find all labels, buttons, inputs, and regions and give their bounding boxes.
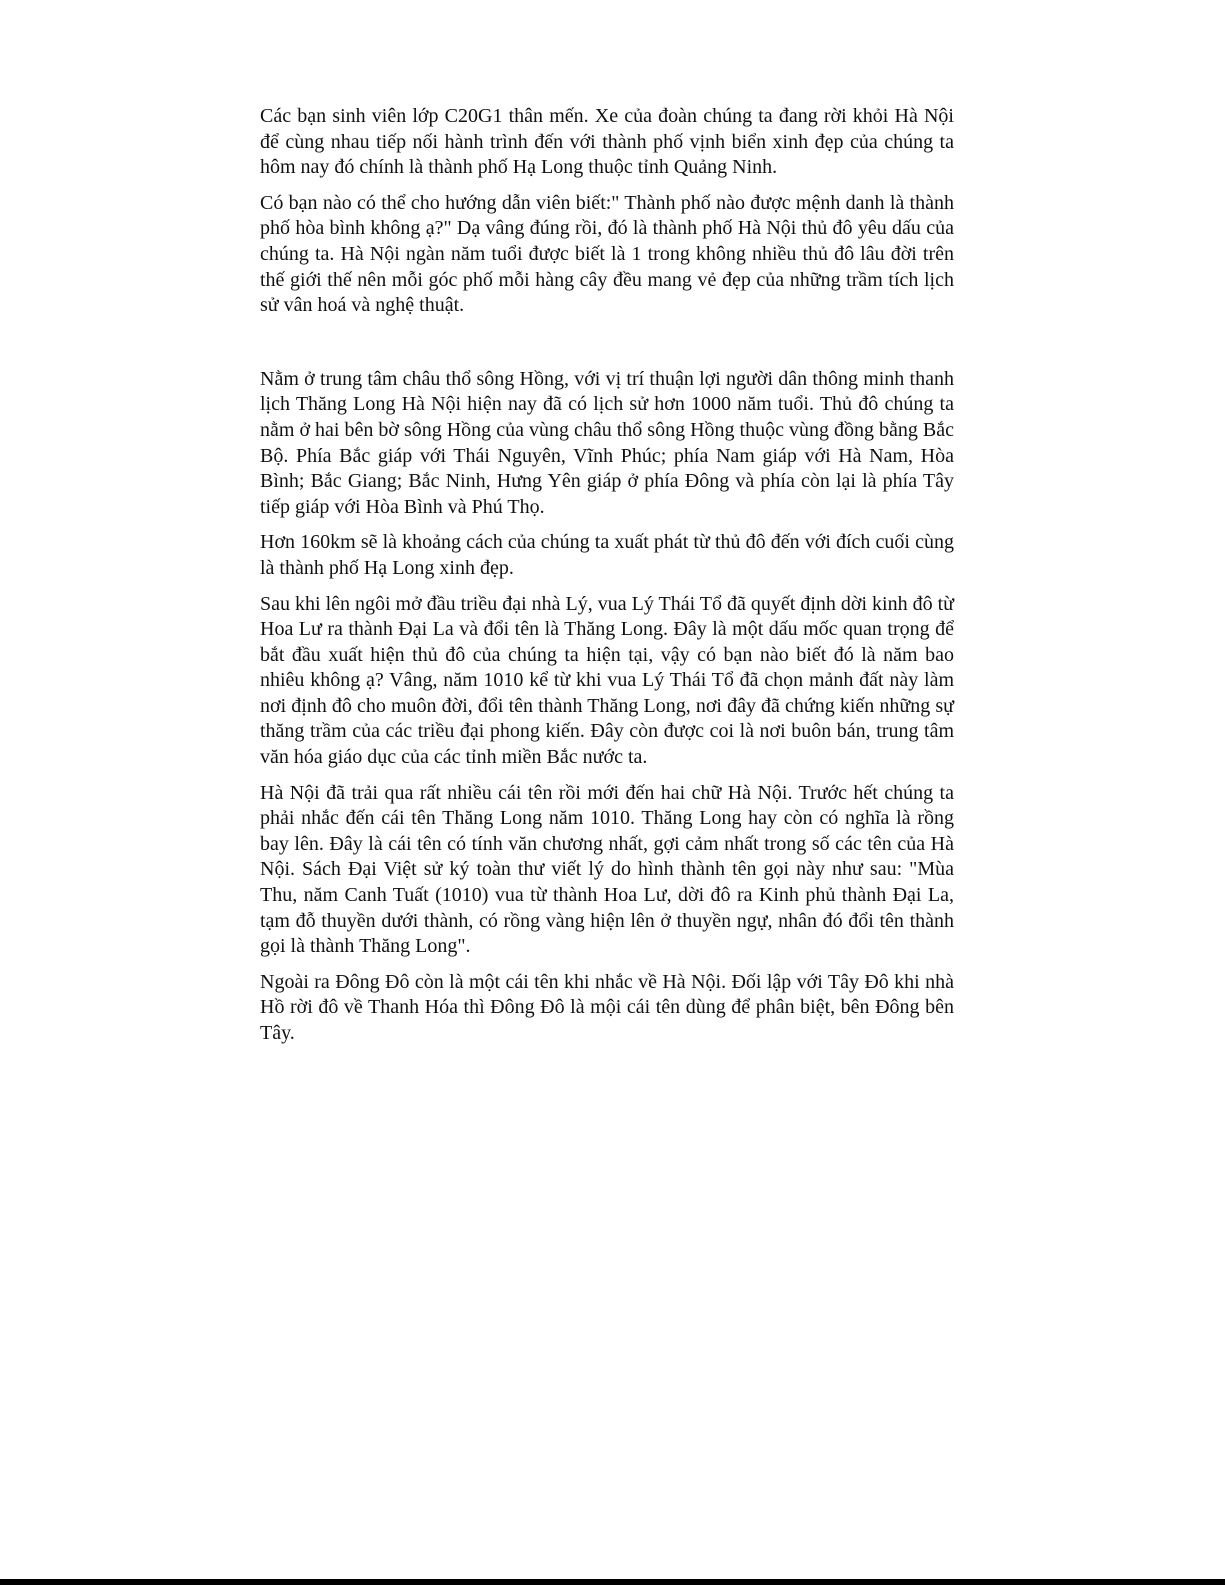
paragraph-ly-dynasty: Sau khi lên ngôi mở đầu triều đại nhà Lý, vua Lý Thái Tổ đã quyết định dời kinh đô từ Hoa Lư ra thành Đại La và đổi tên là Thăng Long. Đây là một dấu mốc quan trọng để bắt đầu xuất hiện thủ đô của chúng ta hiện tại, vậy có bạn nào biết đó là năm bao nhiêu không ạ? Vâng, năm 1010 kể từ khi vua Lý Thái Tổ đã chọn mảnh đất này làm nơi định đô cho muôn đời, đổi tên thành Thăng Long, nơi đây đã chứng kiến những sự thăng trầm của các triều đại phong kiến. Đây còn được coi là nơi buôn bán, trung tâm văn hóa giáo dục của các tỉnh miền Bắc nước ta.: [260, 592, 954, 769]
paragraph-peace-city: Có bạn nào có thể cho hướng dẫn viên biết:" Thành phố nào được mệnh danh là thành phố hòa bình không ạ?" Dạ vâng đúng rồi, đó là thành phố Hà Nội thủ đô yêu dấu của chúng ta. Hà Nội ngàn năm tuổi được biết là 1 trong không nhiều thủ đô lâu đời trên thế giới thế nên mỗi góc phố mỗi hàng cây đều mang vẻ đẹp của những trầm tích lịch sử vân hoá và nghệ thuật.: [260, 191, 954, 317]
paragraph-thang-long-name: Hà Nội đã trải qua rất nhiều cái tên rồi mới đến hai chữ Hà Nội. Trước hết chúng ta phải nhắc đến cái tên Thăng Long năm 1010. Thăng Long hay còn có nghĩa là rồng bay lên. Đây là cái tên có tính văn chương nhất, gợi cảm nhất trong số các tên của Hà Nội. Sách Đại Việt sử ký toàn thư viết lý do hình thành tên gọi này như sau: "Mùa Thu, năm Canh Tuất (1010) vua từ thành Hoa Lư, dời đô ra Kinh phủ thành Đại La, tạm đỗ thuyền dưới thành, có rồng vàng hiện lên ở thuyền ngự, nhân đó đổi tên thành gọi là thành Thăng Long".: [260, 781, 954, 958]
paragraph-dong-do: Ngoài ra Đông Đô còn là một cái tên khi nhắc về Hà Nội. Đối lập với Tây Đô khi nhà Hồ rời đô về Thanh Hóa thì Đông Đô là mội cái tên dùng để phân biệt, bên Đông bên Tây.: [260, 970, 954, 1044]
paragraph-geography: Nằm ở trung tâm châu thổ sông Hồng, với vị trí thuận lợi người dân thông minh thanh lịch Thăng Long Hà Nội hiện nay đã có lịch sử hơn 1000 năm tuổi. Thủ đô chúng ta nằm ở hai bên bờ sông Hồng của vùng châu thổ sông Hồng thuộc vùng đồng bằng Bắc Bộ. Phía Bắc giáp với Thái Nguyên, Vĩnh Phúc; phía Nam giáp với Hà Nam, Hòa Bình; Bắc Giang; Bắc Ninh, Hưng Yên giáp ở phía Đông và phía còn lại là phía Tây tiếp giáp với Hòa Bình và Phú Thọ.: [260, 367, 954, 518]
document-body: [260, 104, 954, 1057]
bottom-border: [0, 1579, 1225, 1585]
paragraph-intro: Các bạn sinh viên lớp C20G1 thân mến. Xe của đoàn chúng ta đang rời khỏi Hà Nội để cùng nhau tiếp nối hành trình đến với thành phố vịnh biển xinh đẹp của chúng ta hôm nay đó chính là thành phố Hạ Long thuộc tỉnh Quảng Ninh.: [260, 105, 954, 179]
paragraph-distance: Hơn 160km sẽ là khoảng cách của chúng ta xuất phát từ thủ đô đến với đích cuối cùng là thành phố Hạ Long xinh đẹp.: [260, 531, 954, 579]
